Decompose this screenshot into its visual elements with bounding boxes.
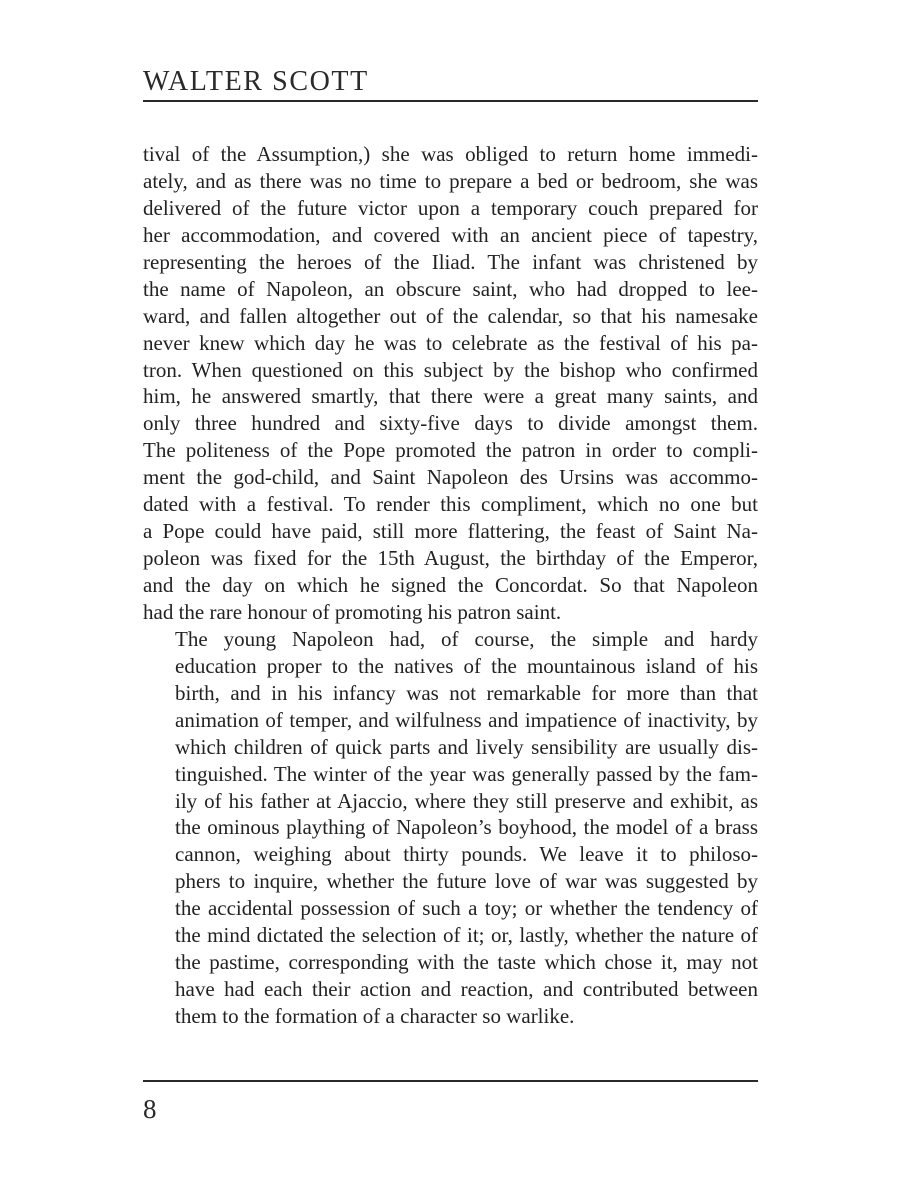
- text-line: him, he answered smartly, that there were a great many saints, and: [143, 384, 758, 409]
- text-line: had the rare honour of promoting his patron saint.: [143, 599, 562, 624]
- text-line: the ominous plaything of Napoleon’s boyhood, the model of a brass: [175, 815, 758, 840]
- footer-rule: [143, 1080, 758, 1082]
- text-line: cannon, weighing about thirty pounds. We leave it to philoso-: [175, 842, 758, 867]
- text-line: tival of the Assumption,) she was obliged to return home immedi-: [143, 142, 758, 166]
- body-text: [143, 141, 758, 1030]
- header-rule: [143, 100, 758, 102]
- text-line: ately, and as there was no time to prepare a bed or bedroom, she was: [143, 168, 758, 193]
- text-line: tinguished. The winter of the year was generally passed by the fam-: [175, 761, 758, 786]
- text-line: ily of his father at Ajaccio, where they still preserve and exhibit, as: [175, 788, 758, 813]
- text-line: education proper to the natives of the mountainous island of his: [175, 653, 758, 678]
- text-line: ment the god-child, and Saint Napoleon des Ursins was accommo-: [143, 465, 758, 490]
- text-line: the pastime, corresponding with the taste which chose it, may not: [175, 950, 758, 975]
- text-line: the mind dictated the selection of it; or, lastly, whether the nature of: [175, 923, 758, 948]
- text-line: never knew which day he was to celebrate as the festival of his pa-: [143, 330, 758, 355]
- text-line: only three hundred and sixty-five days to divide amongst them.: [143, 411, 758, 436]
- text-line: poleon was fixed for the 15th August, the birthday of the Emperor,: [143, 546, 758, 571]
- text-line: tron. When questioned on this subject by the bishop who confirmed: [143, 357, 758, 382]
- text-line: the accidental possession of such a toy; or whether the tendency of: [175, 896, 758, 921]
- page-number: 8: [143, 1094, 157, 1124]
- text-line: representing the heroes of the Iliad. The infant was christened by: [143, 249, 758, 274]
- text-line: animation of temper, and wilfulness and impatience of inactivity, by: [175, 707, 758, 732]
- text-line: The politeness of the Pope promoted the patron in order to compli-: [143, 438, 758, 463]
- book-page: [143, 0, 758, 1200]
- text-line: have had each their action and reaction, and contributed between: [175, 977, 758, 1002]
- text-line: delivered of the future victor upon a temporary couch prepared for: [143, 195, 758, 220]
- text-line: and the day on which he signed the Concordat. So that Napoleon: [143, 573, 758, 597]
- text-line: phers to inquire, whether the future love of war was suggested by: [175, 869, 758, 894]
- text-line: the name of Napoleon, an obscure saint, who had dropped to lee-: [143, 276, 758, 301]
- paragraph-2: [143, 626, 758, 1030]
- text-line: them to the formation of a character so warlike.: [175, 1004, 575, 1028]
- paragraph-1: [143, 141, 758, 626]
- text-line: her accommodation, and covered with an ancient piece of tapestry,: [143, 222, 758, 247]
- text-line: The young Napoleon had, of course, the simple and hardy: [175, 626, 758, 651]
- text-line: a Pope could have paid, still more flattering, the feast of Saint Na-: [143, 519, 758, 544]
- text-line: which children of quick parts and lively sensibility are usually dis-: [175, 734, 758, 759]
- text-line: birth, and in his infancy was not remarkable for more than that: [175, 680, 758, 705]
- text-line: dated with a festival. To render this compliment, which no one but: [143, 492, 758, 517]
- text-line: ward, and fallen altogether out of the calendar, so that his namesake: [143, 303, 758, 328]
- running-head: WALTER SCOTT: [143, 66, 369, 97]
